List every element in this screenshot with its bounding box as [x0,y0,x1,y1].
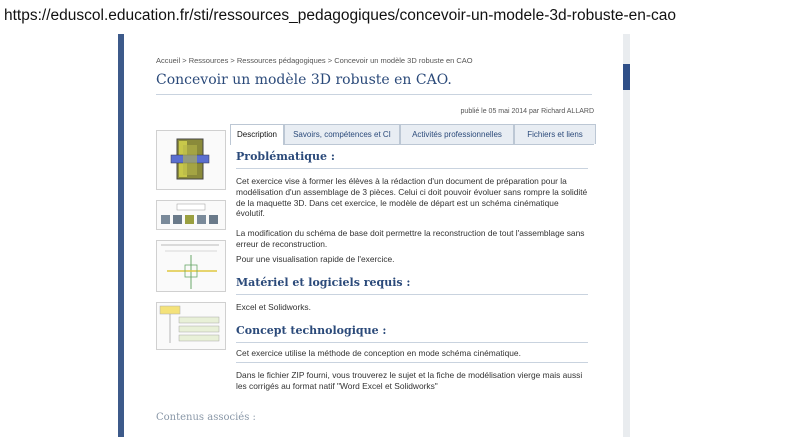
heading-problematique: Problématique : [236,150,335,163]
concept-text-2: Dans le fichier ZIP fourni, vous trouverez le sujet et la fiche de modélisation vierge mais aussi les corrigés au format natif "Word Excel et Solidworks" [236,370,583,391]
section-divider [236,362,588,363]
thumbnail-modelling-sheet[interactable] [156,302,226,350]
heading-divider [236,294,588,295]
page-content [154,34,594,437]
problematique-para-3[interactable]: Pour une visualisation rapide de l'exercice. [236,254,395,264]
thumbnail-parts-strip[interactable] [156,200,226,230]
right-scroll-strip [623,34,630,437]
problematique-para-1: Cet exercice vise à former les élèves à la rédaction d'un document de préparation pour la modélisation d'un assemblage de 3 pièces. Celui ci doit pouvoir évoluer sans rompre la solidité de la maquette 3D. Dans cet exercice, le modèle de départ est un schéma cinématique évolutif. [236,176,588,219]
thumbnail-kinematic-schema[interactable] [156,240,226,292]
tab-activites[interactable]: Activités professionnelles [400,124,514,144]
related-content-heading: Contenus associés : [156,412,256,423]
page-url: https://eduscol.education.fr/sti/ressources_pedagogiques/concevoir-un-modele-3d-robuste-en-cao [4,7,677,24]
problematique-para-2: La modification du schéma de base doit permettre la reconstruction de tout l'assemblage sans erreur de reconstruction. [236,228,585,249]
heading-divider [236,168,588,169]
heading-concept: Concept technologique : [236,324,387,337]
tab-fichiers[interactable]: Fichiers et liens [514,124,596,144]
tab-description[interactable]: Description [230,124,284,145]
heading-materiel: Matériel et logiciels requis : [236,276,411,289]
thumbnail-3d-model[interactable] [156,130,226,190]
heading-divider [236,342,588,343]
left-sidebar-strip [118,34,124,437]
tab-savoirs[interactable]: Savoirs, compétences et CI [284,124,400,144]
breadcrumb[interactable]: Accueil > Ressources > Ressources pédagogiques > Concevoir un modèle 3D robuste en CAO [156,56,473,65]
title-divider [156,94,592,95]
page-title: Concevoir un modèle 3D robuste en CAO. [156,72,452,88]
tab-bar [230,124,594,145]
concept-text-1: Cet exercice utilise la méthode de conception en mode schéma cinématique. [236,348,521,358]
right-accent-block [623,64,630,90]
publication-info: publié le 05 mai 2014 par Richard ALLARD [460,108,594,115]
webpage-screenshot [118,34,630,437]
materiel-text: Excel et Solidworks. [236,302,311,312]
